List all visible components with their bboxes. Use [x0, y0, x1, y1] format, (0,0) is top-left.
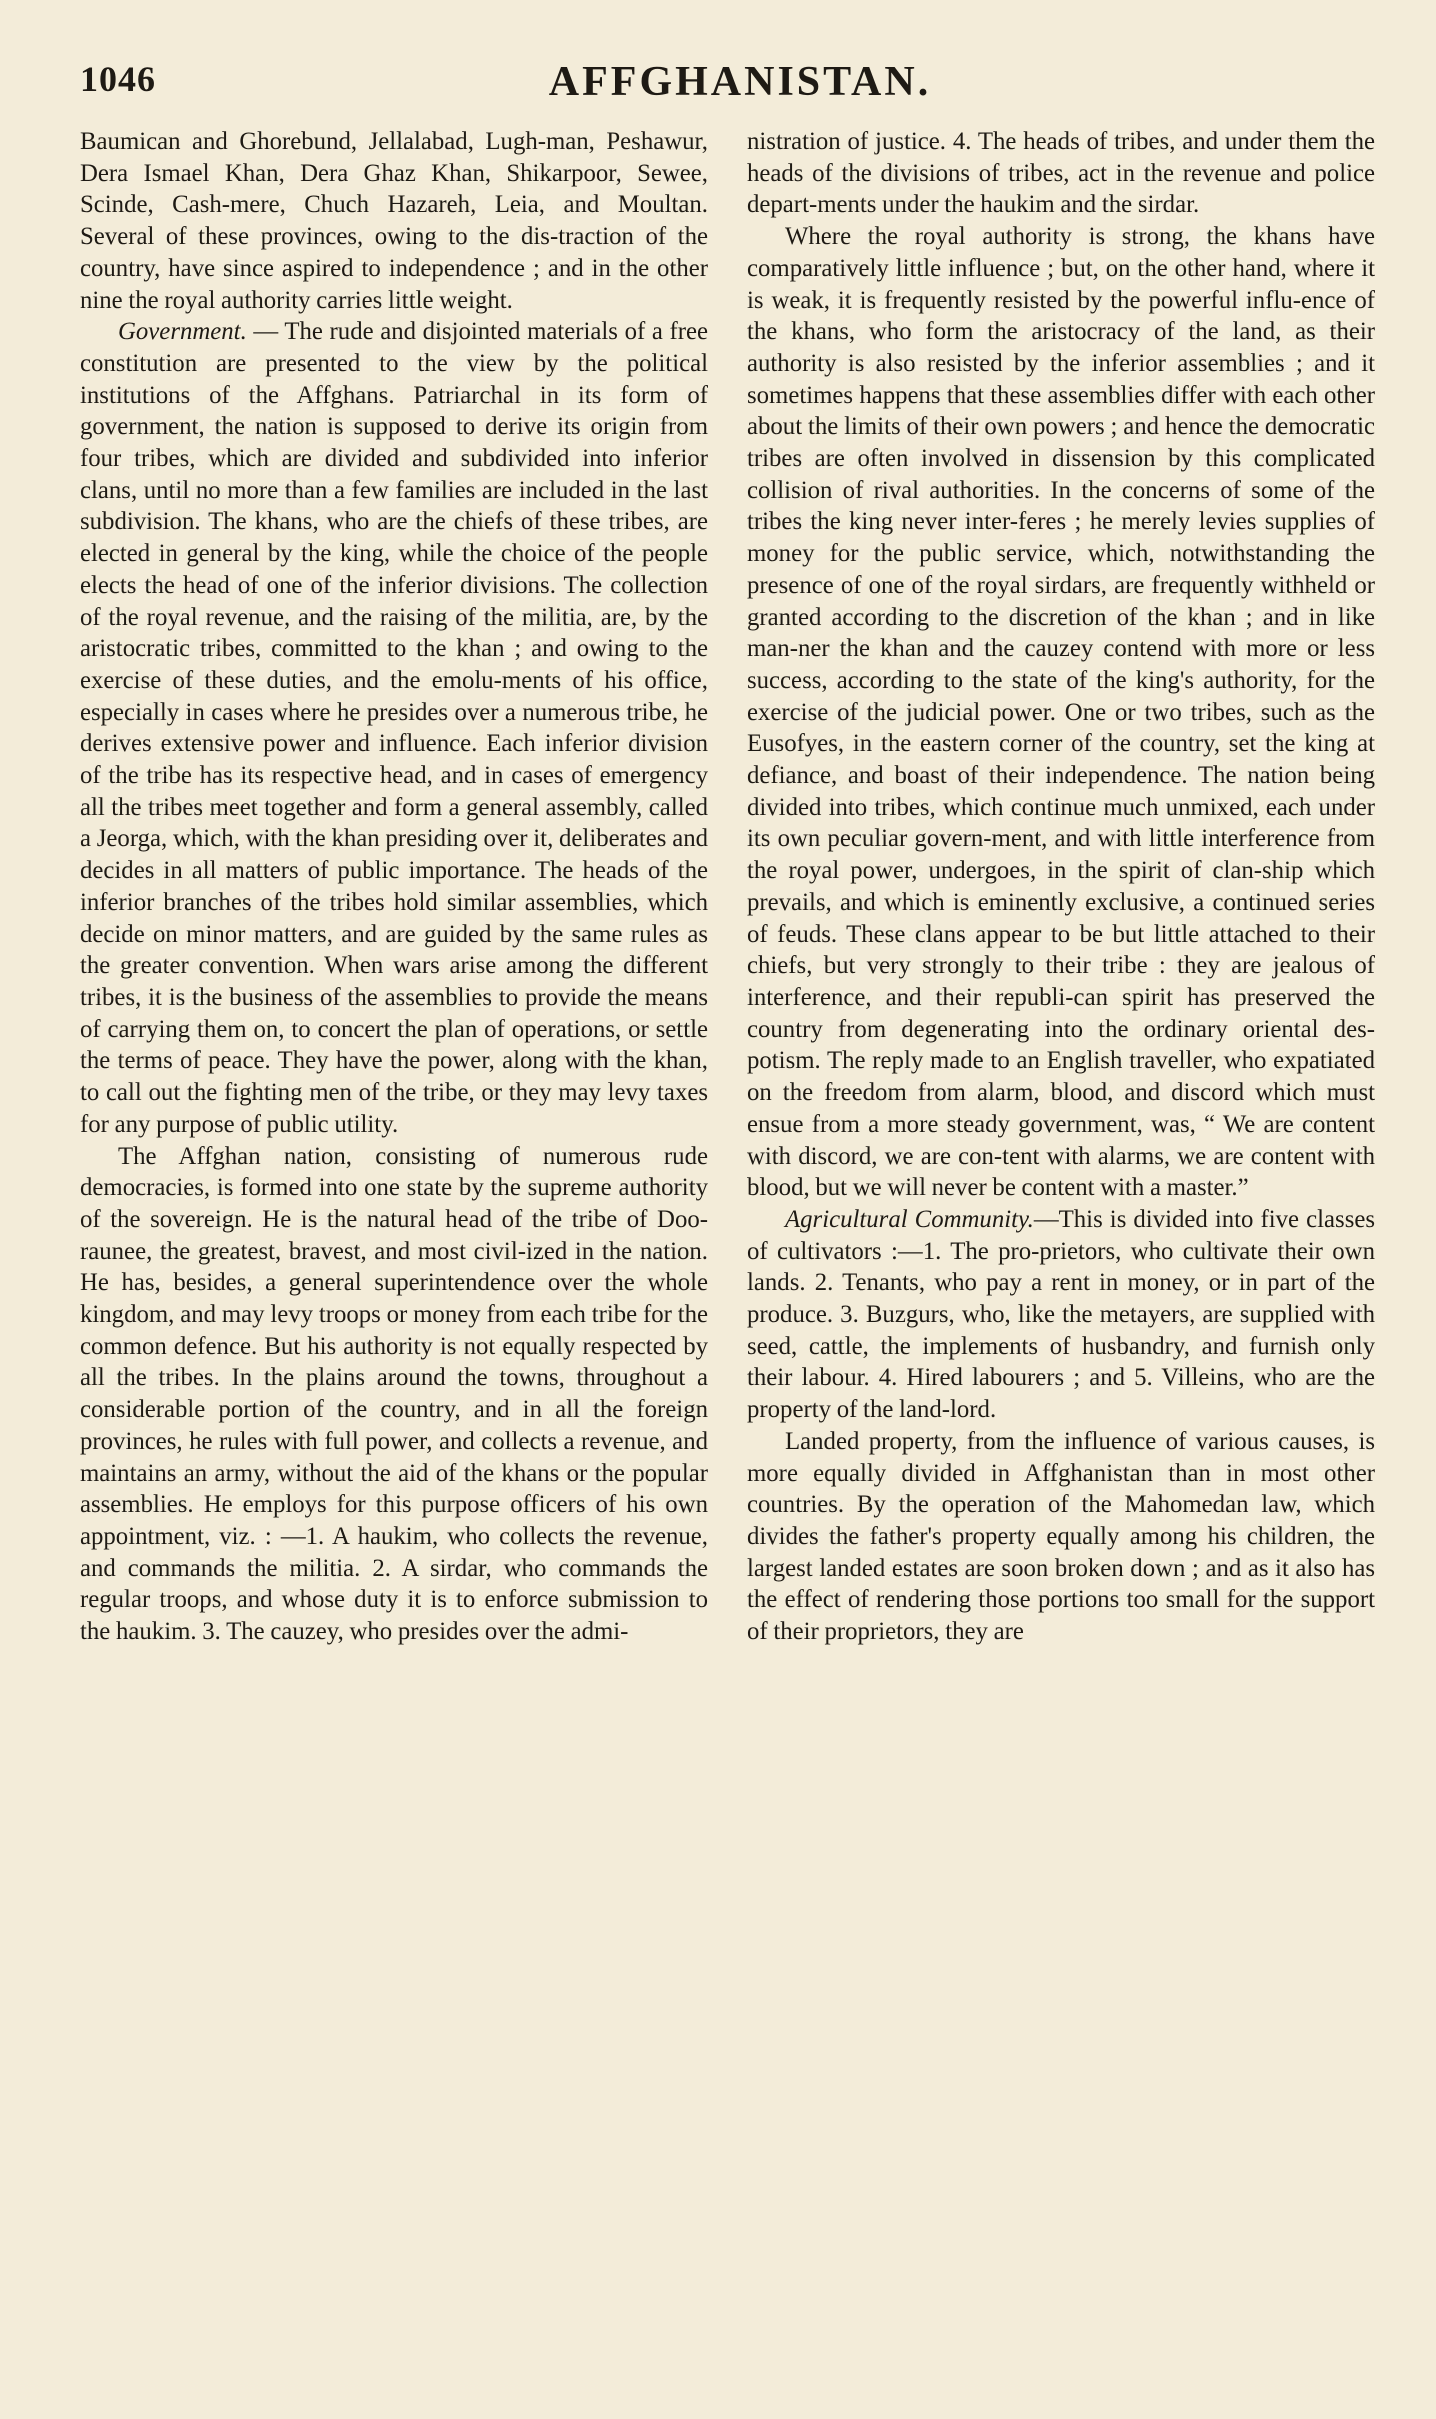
- page-header: [80, 58, 1400, 118]
- right-column: [747, 126, 1375, 2356]
- section-heading: Agricultural Community.: [785, 1205, 1034, 1233]
- paragraph-text: — The rude and disjointed materials of a free constitution are presented to the view by the political institutions of the Affghans. Patriarchal in its form of government, the nation is supposed to derive its origin from four tribes, which are divided and subdivided into inferior clans, until no more than a few families are included in the last subdivision. The khans, who are the chiefs of these tribes, are elected in general by the king, while the choice of the people elects the head of one of the inferior divisions. The collection of the royal revenue, and the raising of the militia, are, by the aristocratic tribes, committed to the khan ; and owing to the exercise of these duties, and the emolu-ments of his office, especially in cases where he presides over a numerous tribe, he derives extensive power and influence. Each inferior division of the tribe has its respective head, and in cases of emergency all the tribes meet together and form a general assembly, called a Jeorga, which, with the khan presiding over it, deliberates and decides in all matters of public importance. The heads of the inferior branches of the tribes hold similar assemblies, which decide on minor matters, and are guided by the same rules as the greater convention. When wars arise among the different tribes, it is the business of the assemblies to provide the means of carrying them on, to concert the plan of operations, or settle the terms of peace. They have the power, along with the khan, to call out the fighting men of the tribe, or they may levy taxes for any purpose of public utility.: [80, 318, 708, 1138]
- paragraph-text: Where the royal authority is strong, the khans have comparatively little influence ; but, on the other hand, where it is weak, it is frequently resisted by the powerful influ-ence of the khans, who form the aristocracy of the land, as their authority is also resisted by the inferior assemblies ; and it sometimes happens that these assemblies differ with each other about the limits of their own powers ; and hence the democratic tribes are often involved in dissension by this complicated collision of rival authorities. In the concerns of some of the tribes the king never inter-feres ; he merely levies supplies of money for the public service, which, notwithstanding the presence of one of the royal sirdars, are frequently withheld or granted according to the discretion of the khan ; and in like man-ner the khan and the cauzey contend with more or less success, according to the state of the king's authority, for the exercise of the judicial power. One or two tribes, such as the Eusofyes, in the eastern corner of the country, set the king at defiance, and boast of their independence. The nation being divided into tribes, which continue much unmixed, each under its own peculiar govern-ment, and with little interference from the royal power, undergoes, in the spirit of clan-ship which prevails, and which is eminently exclusive, a continued series of feuds. These clans appear to be but little attached to their chiefs, but very strongly to their tribe : they are jealous of interference, and their republi-can spirit has preserved the country from degenerating into the ordinary oriental des-potism. The reply made to an English traveller, who expatiated on the freedom from alarm, blood, and discord which must ensue from a more steady government, was, “ We are content with discord, we are con-tent with alarms, we are content with blood, but we will never be content with a master.”: [747, 223, 1375, 1202]
- paragraph-text: Baumican and Ghorebund, Jellalabad, Lugh-man, Peshawur, Dera Ismael Khan, Dera Ghaz Khan, Shikarpoor, Sewee, Scinde, Cash-mere, Chuch Hazareh, Leia, and Moultan. Several of these provinces, owing to the dis-traction of the country, have since aspired to independence ; and in the other nine the royal authority carries little weight.: [80, 128, 708, 314]
- paragraph: [80, 316, 708, 1140]
- running-title: AFFGHANISTAN.: [548, 59, 932, 105]
- paragraph: [747, 126, 1375, 221]
- left-column: [80, 126, 708, 2356]
- page-number: 1046: [80, 59, 156, 99]
- paragraph-text: —This is divided into five classes of cultivators :—1. The pro-prietors, who cultivate their own lands. 2. Tenants, who pay a rent in money, or in part of the produce. 3. Buzgurs, who, like the metayers, are supplied with seed, cattle, the implements of husbandry, and furnish only their labour. 4. Hired labourers ; and 5. Villeins, who are the property of the land-lord.: [747, 1205, 1375, 1424]
- paragraph-text: nistration of justice. 4. The heads of tribes, and under them the heads of the divisions of tribes, act in the revenue and police depart-ments under the haukim and the sirdar.: [747, 128, 1375, 219]
- paragraph-text: The Affghan nation, consisting of numerous rude democracies, is formed into one state by the supreme authority of the sovereign. He is the natural head of the tribe of Doo-raunee, the greatest, bravest, and most civil-ized in the nation. He has, besides, a general superintendence over the whole kingdom, and may levy troops or money from each tribe for the common defence. But his authority is not equally respected by all the tribes. In the plains around the towns, throughout a considerable portion of the country, and in all the foreign provinces, he rules with full power, and collects a revenue, and maintains an army, without the aid of the khans or the popular assemblies. He employs for this purpose officers of his own appointment, viz. : —1. A haukim, who collects the revenue, and commands the militia. 2. A sirdar, who commands the regular troops, and whose duty it is to enforce submission to the haukim. 3. The cauzey, who presides over the admi-: [80, 1142, 708, 1646]
- paragraph: [80, 126, 708, 316]
- paragraph: [747, 1204, 1375, 1426]
- paragraph-text: Landed property, from the influence of various causes, is more equally divided in Affghanistan than in most other countries. By the operation of the Mahomedan law, which divides the father's property equally among his children, the largest landed estates are soon broken down ; and as it also has the effect of rendering those portions too small for the support of their proprietors, they are: [747, 1427, 1375, 1646]
- paragraph: [747, 1426, 1375, 1648]
- paragraph: [80, 1141, 708, 1648]
- paragraph: [747, 221, 1375, 1204]
- section-heading: Government.: [118, 318, 247, 346]
